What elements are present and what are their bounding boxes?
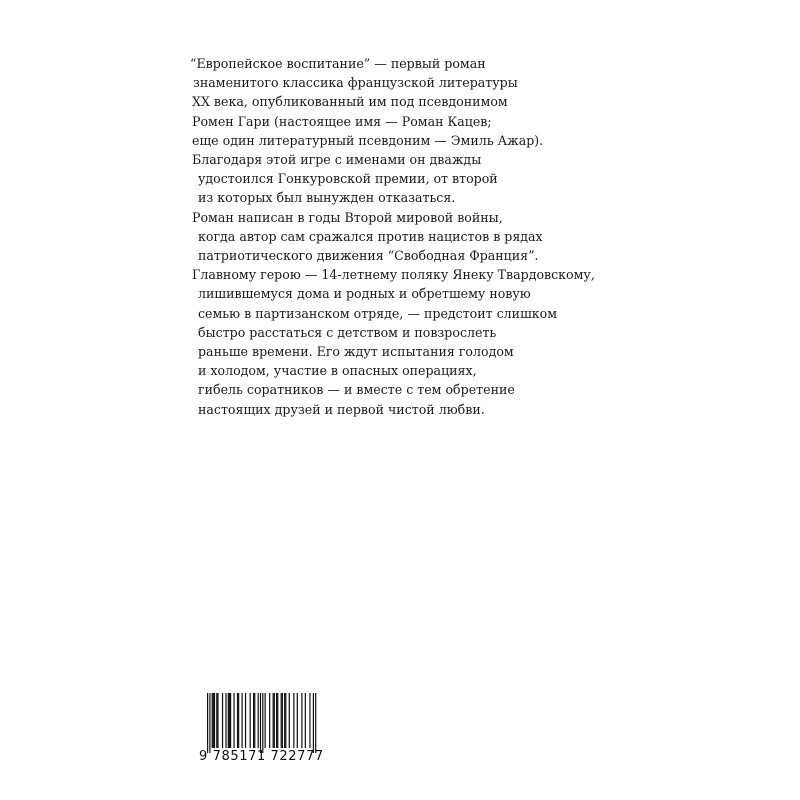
blurb-line: гибель соратников — и вместе с тем обретение — [198, 382, 515, 398]
barcode-bar — [293, 693, 294, 748]
barcode-bar — [262, 693, 263, 753]
barcode-bar — [245, 693, 246, 748]
isbn-number: 9 785171 722777 — [199, 749, 324, 764]
barcode-bar — [212, 693, 213, 748]
blurb-line: “Европейское воспитание” — первый роман — [190, 56, 486, 71]
barcode-bar — [217, 693, 218, 748]
barcode-bar — [207, 693, 208, 753]
barcode-bar — [225, 693, 226, 748]
barcode-bar — [273, 693, 274, 748]
barcode-bar — [276, 693, 277, 748]
barcode-bar — [285, 693, 286, 748]
blurb-line: и холодом, участие в опасных операциях, — [198, 363, 477, 379]
blurb-line: Ромен Гари (настоящее имя — Роман Кацев; — [192, 113, 492, 129]
barcode-bar — [274, 693, 275, 748]
barcode-bar — [222, 693, 223, 748]
barcode-bar — [315, 693, 316, 753]
barcode-bar — [233, 693, 234, 748]
blurb-line: когда автор сам сражался против нацистов в рядах — [198, 228, 543, 244]
blurb-line: быстро расстаться с детством и повзрослеть — [198, 324, 497, 340]
barcode-bar — [250, 693, 251, 748]
blurb-line: патриотического движения “Свободная Франция”. — [198, 248, 539, 264]
barcode-bar — [228, 693, 229, 748]
blurb-line: удостоился Гонкуровской премии, от второй — [198, 171, 498, 187]
blurb-line: семью в партизанском отряде, — предстоит слишком — [198, 305, 558, 321]
barcode-bar — [313, 693, 314, 753]
barcode-bar — [254, 693, 255, 748]
barcode-bar — [269, 693, 270, 748]
blurb-text — [190, 54, 595, 419]
blurb-line: XX века, опубликованный им под псевдонимом — [192, 94, 508, 110]
barcode-bar — [238, 693, 239, 748]
barcode-bar — [305, 693, 306, 748]
blurb-line: настоящих друзей и первой чистой любви. — [198, 401, 485, 417]
barcode-bar — [265, 693, 266, 748]
isbn-barcode — [199, 693, 324, 775]
barcode-bar — [282, 693, 283, 748]
barcode-bar — [284, 693, 285, 748]
barcode-bar — [289, 693, 290, 748]
barcode-bar — [230, 693, 231, 748]
barcode-bar — [297, 693, 298, 748]
barcode-bar — [281, 693, 282, 748]
barcode-bar — [242, 693, 243, 748]
blurb-line: раньше времени. Его ждут испытания голодом — [198, 344, 514, 360]
blurb-line: Роман написан в годы Второй мировой войны, — [192, 209, 503, 225]
barcode-bars — [199, 693, 321, 755]
blurb-line: лишившемуся дома и родных и обретшему новую — [198, 286, 531, 302]
barcode-bar — [260, 693, 261, 753]
barcode-bar — [301, 693, 302, 748]
barcode-bar — [253, 693, 254, 748]
barcode-bar — [216, 693, 217, 748]
barcode-bar — [213, 693, 214, 748]
barcode-bar — [229, 693, 230, 748]
blurb-line: Главному герою — 14-летнему поляку Янеку Твардовскому, — [192, 267, 595, 283]
barcode-bar — [237, 693, 238, 748]
blurb-line: знаменитого классика французской литературы — [193, 75, 518, 91]
barcode-bar — [214, 693, 215, 748]
barcode-bar — [209, 693, 210, 753]
barcode-bar — [277, 693, 278, 748]
barcode-bar — [258, 693, 259, 748]
blurb-line: из которых был вынужден отказаться. — [198, 190, 456, 206]
barcode-bar — [309, 693, 310, 748]
blurb-line: еще один литературный псевдоним — Эмиль Ажар). — [192, 132, 544, 148]
blurb-line: Благодаря этой игре с именами он дважды — [192, 152, 482, 168]
